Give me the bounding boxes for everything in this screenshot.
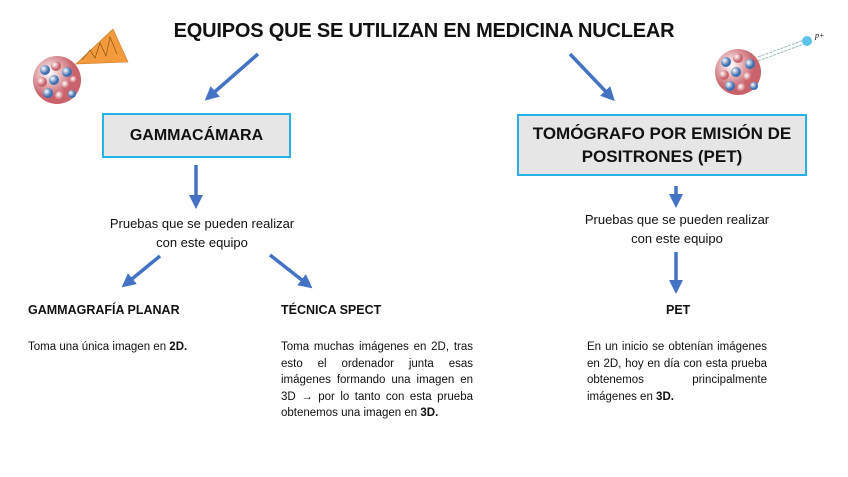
test-heading-gammagrafia: GAMMAGRAFÍA PLANAR — [28, 303, 180, 317]
test-desc-spect: Toma muchas imágenes en 2D, tras esto el ordenador junta esas imágenes formando una imagen en 3D → por lo tanto con esta prueba obtenemos una imagen en 3D. — [281, 341, 473, 419]
arrow-to-pet — [570, 54, 610, 96]
diagram-title: EQUIPOS QUE SE UTILIZAN EN MEDICINA NUCLEAR — [173, 20, 675, 42]
right-subtitle-line2: con este equipo — [631, 231, 723, 246]
right-subtitle — [557, 210, 797, 248]
gammacamara-box: GAMMACÁMARA — [102, 113, 291, 158]
left-subtitle-line2: con este equipo — [156, 235, 248, 250]
pet-box-line2: POSITRONES (PET) — [581, 147, 743, 166]
arrow-to-gammacamara — [210, 54, 258, 96]
pet-box-line1: TOMÓGRAFO POR EMISIÓN DE — [532, 124, 792, 143]
test-desc-gammagrafia: Toma una única imagen en 2D. — [28, 341, 188, 353]
test-heading-spect: TÉCNICA SPECT — [281, 303, 382, 317]
left-subtitle-line1: Pruebas que se pueden realizar — [109, 216, 295, 231]
test-heading-pet: PET — [666, 303, 691, 317]
pet-scanner-box — [517, 114, 807, 176]
left-subtitle — [82, 214, 322, 252]
svg-text:p+: p+ — [815, 31, 825, 40]
right-subtitle-line1: Pruebas que se pueden realizar — [584, 212, 770, 227]
test-desc-pet: En un inicio se obtenían imágenes en 2D, hoy en día con esta prueba obtenemos principalmente imágenes en 3D. — [587, 341, 767, 403]
